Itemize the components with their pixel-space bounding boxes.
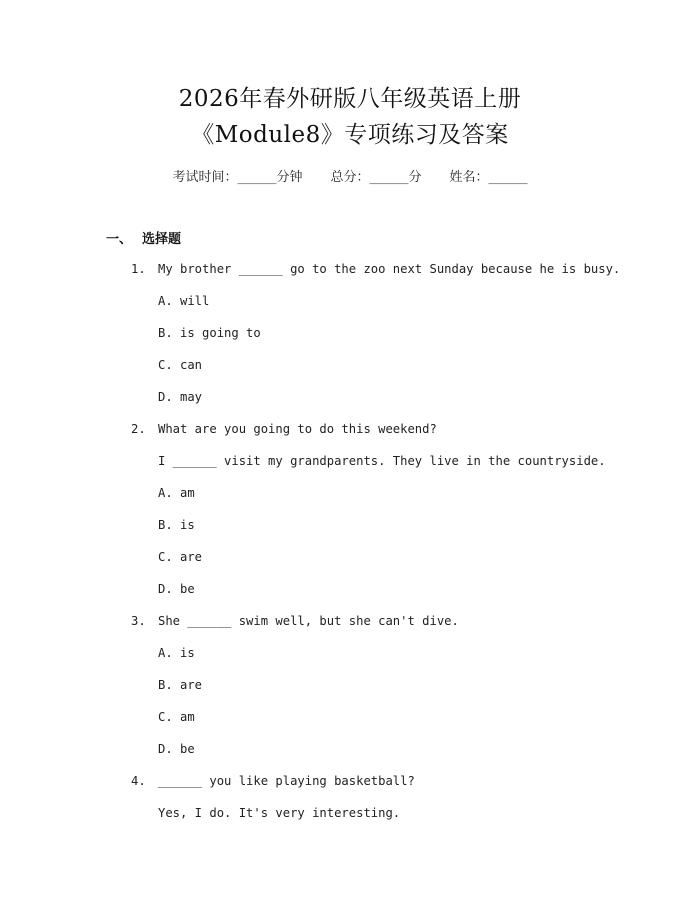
question-number: 3. (131, 614, 146, 628)
question-number: 4. (131, 774, 146, 788)
exam-info-bar (0, 168, 700, 188)
document-title-line-2: 《Module8》专项练习及答案 (191, 122, 509, 148)
question-stem-continued: Yes, I do. It's very interesting. (158, 806, 401, 820)
question-stem: She ______ swim well, but she can't dive. (158, 614, 459, 628)
answer-option: D. be (158, 742, 195, 756)
answer-option: A. am (158, 486, 195, 500)
answer-option: C. am (158, 710, 195, 724)
section-title: 选择题 (142, 232, 182, 247)
answer-option: D. be (158, 582, 195, 596)
answer-option: A. is (158, 646, 195, 660)
question-number: 1. (131, 262, 146, 276)
section-heading (106, 230, 181, 250)
answer-option: D. may (158, 390, 203, 404)
answer-option: A. will (158, 294, 210, 308)
answer-option: B. are (158, 678, 203, 692)
answer-option: B. is going to (158, 326, 261, 340)
exam-time-field: 考试时间：______分钟 (172, 170, 303, 185)
question-stem-continued: I ______ visit my grandparents. They live in the countryside. (158, 454, 606, 468)
question-number: 2. (131, 422, 146, 436)
total-score-field: 总分：______分 (330, 170, 422, 185)
answer-option: B. is (158, 518, 195, 532)
document-title-line-1: 2026年春外研版八年级英语上册 (178, 86, 522, 112)
question-stem: My brother ______ go to the zoo next Sunday because he is busy. (158, 262, 621, 276)
question-stem: ______ you like playing basketball? (158, 774, 415, 788)
section-number: 一、 (106, 232, 133, 247)
answer-option: C. are (158, 550, 203, 564)
student-name-field: 姓名：______ (449, 170, 528, 185)
answer-option: C. can (158, 358, 203, 372)
question-stem: What are you going to do this weekend? (158, 422, 437, 436)
